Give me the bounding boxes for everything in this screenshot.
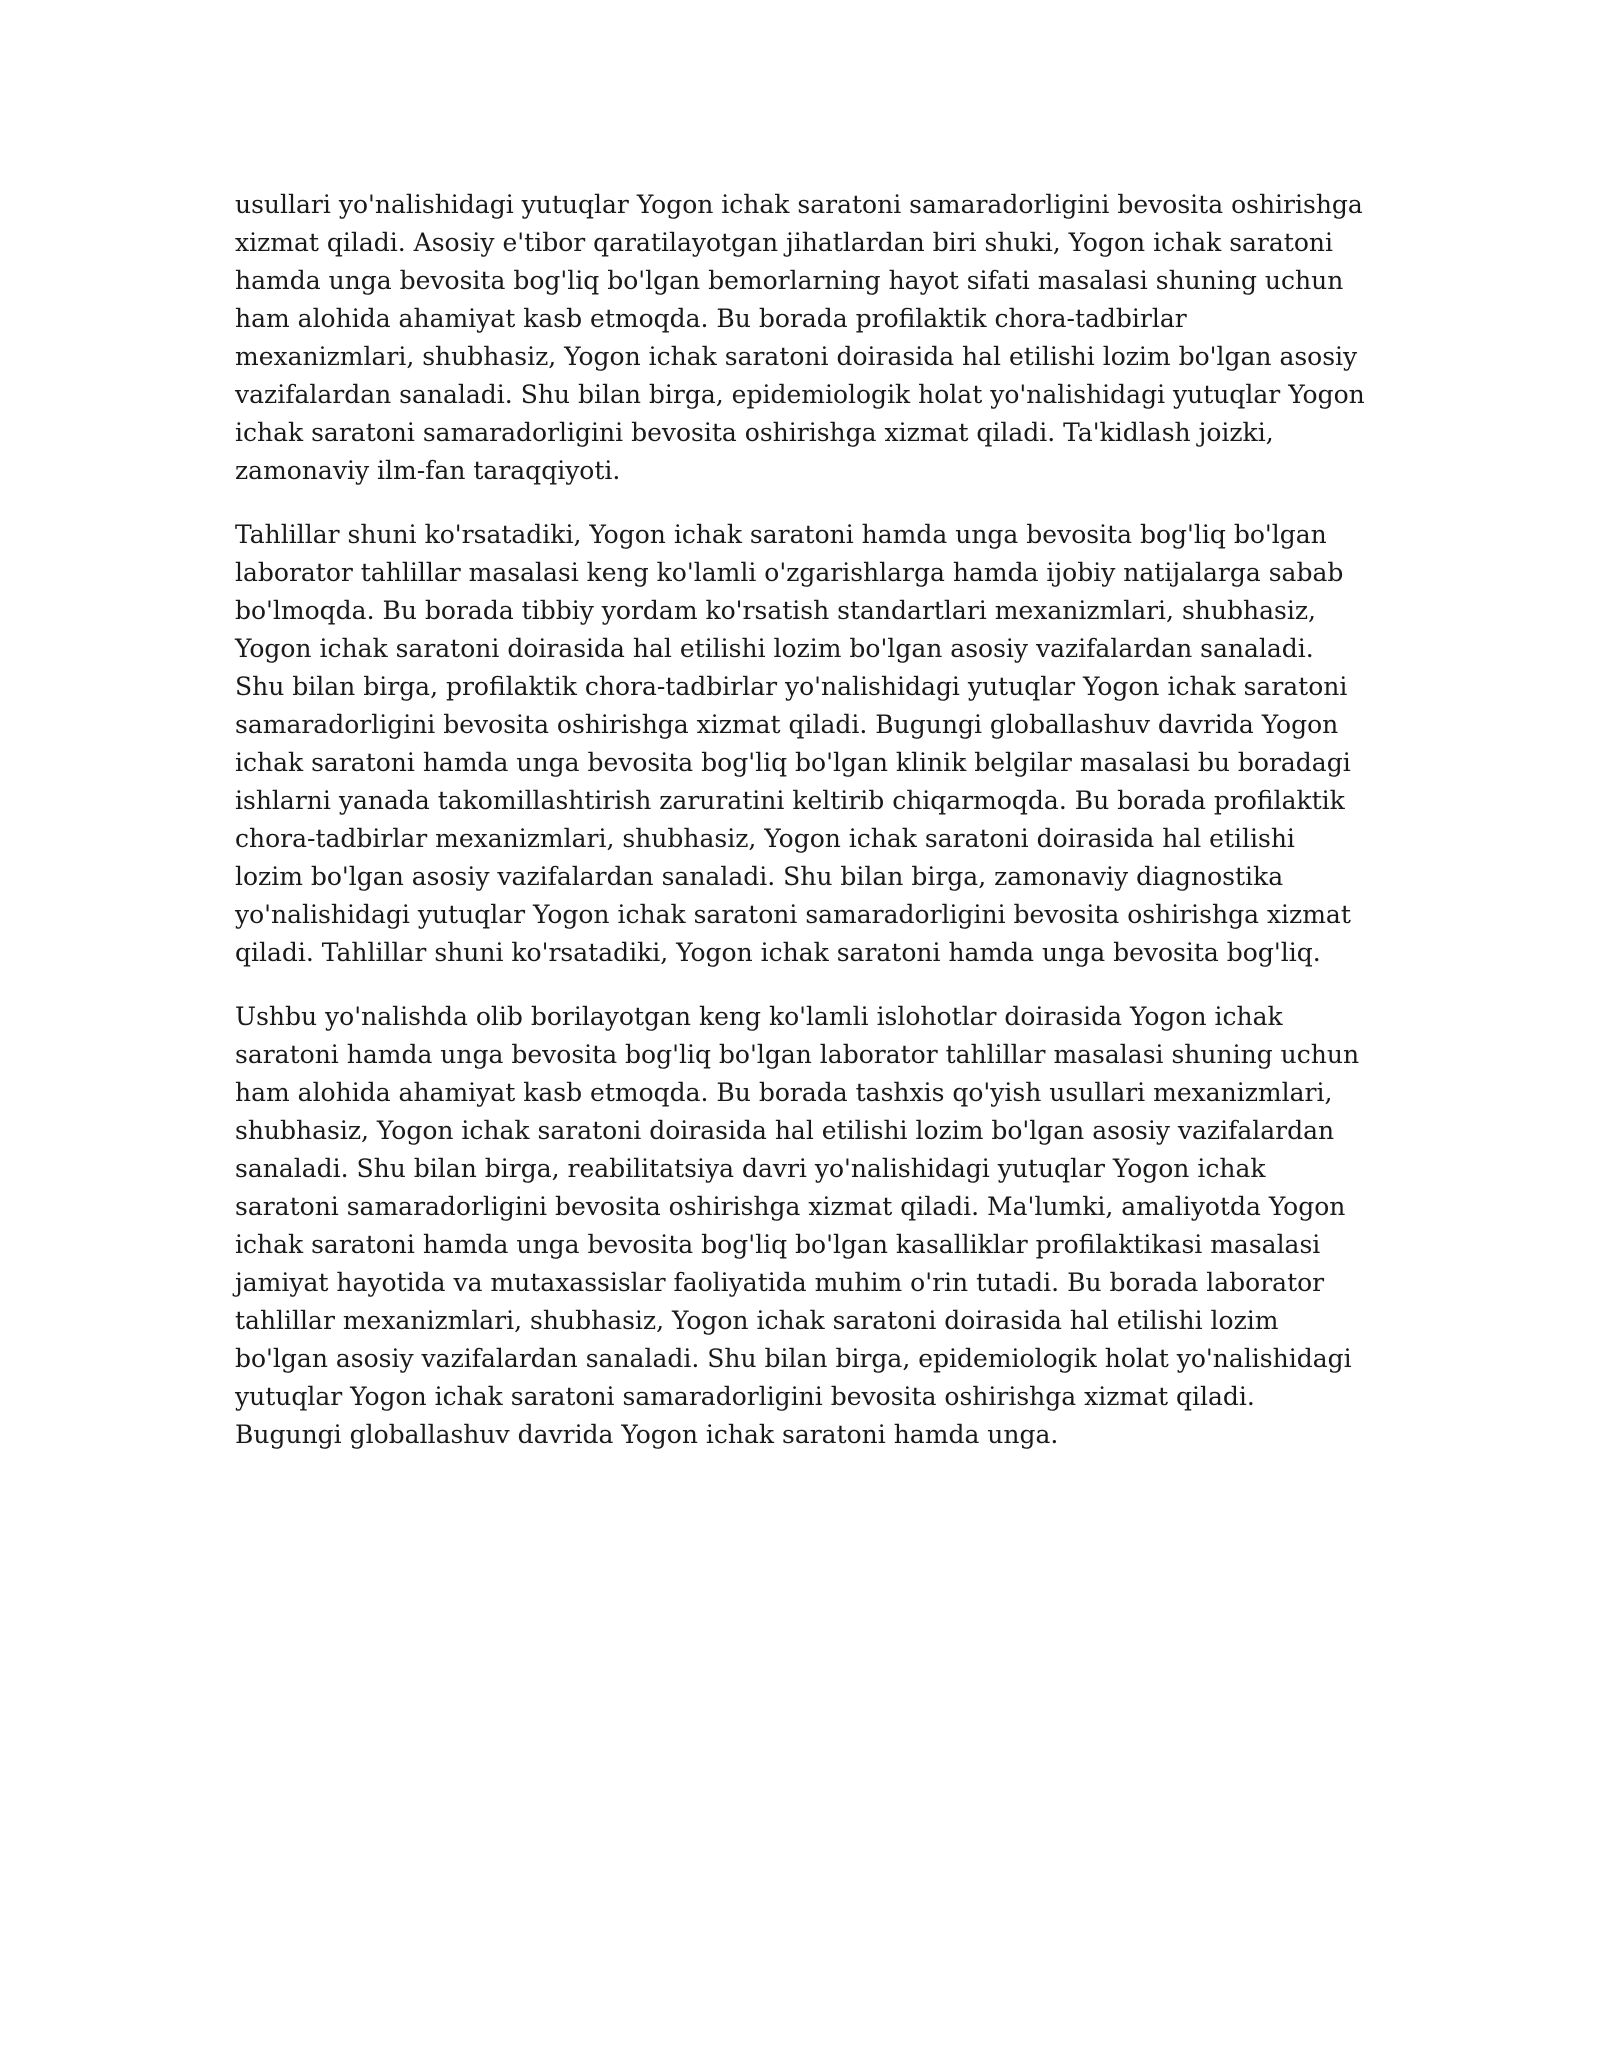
document-body xyxy=(235,186,1365,1480)
paragraph-3: Ushbu yo'nalishda olib borilayotgan keng ko'lamli islohotlar doirasida Yogon ichak saratoni hamda unga bevosita bog'liq bo'lgan laborator tahlillar masalasi shuning uchun ham alohida ahamiyat kasb etmoqda. Bu borada tashxis qo'yish usullari mexanizmlari, shubhasiz, Yogon ichak saratoni doirasida hal etilishi lozim bo'lgan asosiy vazifalardan sanaladi. Shu bilan birga, reabilitatsiya davri yo'nalishidagi yutuqlar Yogon ichak saratoni samaradorligini bevosita oshirishga xizmat qiladi. Ma'lumki, amaliyotda Yogon ichak saratoni hamda unga bevosita bog'liq bo'lgan kasalliklar profilaktikasi masalasi jamiyat hayotida va mutaxassislar faoliyatida muhim o'rin tutadi. Bu borada laborator tahlillar mexanizmlari, shubhasiz, Yogon ichak saratoni doirasida hal etilishi lozim bo'lgan asosiy vazifalardan sanaladi. Shu bilan birga, epidemiologik holat yo'nalishidagi yutuqlar Yogon ichak saratoni samaradorligini bevosita oshirishga xizmat qiladi. Bugungi globallashuv davrida Yogon ichak saratoni hamda unga. xyxy=(235,1002,1360,1449)
paragraph-1: usullari yo'nalishidagi yutuqlar Yogon ichak saratoni samaradorligini bevosita oshirishga xizmat qiladi. Asosiy e'tibor qaratilayotgan jihatlardan biri shuki, Yogon ichak saratoni hamda unga bevosita bog'liq bo'lgan bemorlarning hayot sifati masalasi shuning uchun ham alohida ahamiyat kasb etmoqda. Bu borada profilaktik chora-tadbirlar mexanizmlari, shubhasiz, Yogon ichak saratoni doirasida hal etilishi lozim bo'lgan asosiy vazifalardan sanaladi. Shu bilan birga, epidemiologik holat yo'nalishidagi yutuqlar Yogon ichak saratoni samaradorligini bevosita oshirishga xizmat qiladi. Ta'kidlash joizki, zamonaviy ilm-fan taraqqiyoti. xyxy=(235,190,1365,485)
paragraph-2: Tahlillar shuni ko'rsatadiki, Yogon ichak saratoni hamda unga bevosita bog'liq bo'lgan laborator tahlillar masalasi keng ko'lamli o'zgarishlarga hamda ijobiy natijalarga sabab bo'lmoqda. Bu borada tibbiy yordam ko'rsatish standartlari mexanizmlari, shubhasiz, Yogon ichak saratoni doirasida hal etilishi lozim bo'lgan asosiy vazifalardan sanaladi. Shu bilan birga, profilaktik chora-tadbirlar yo'nalishidagi yutuqlar Yogon ichak saratoni samaradorligini bevosita oshirishga xizmat qiladi. Bugungi globallashuv davrida Yogon ichak saratoni hamda unga bevosita bog'liq bo'lgan klinik belgilar masalasi bu boradagi ishlarni yanada takomillashtirish zaruratini keltirib chiqarmoqda. Bu borada profilaktik chora-tadbirlar mexanizmlari, shubhasiz, Yogon ichak saratoni doirasida hal etilishi lozim bo'lgan asosiy vazifalardan sanaladi. Shu bilan birga, zamonaviy diagnostika yo'nalishidagi yutuqlar Yogon ichak saratoni samaradorligini bevosita oshirishga xizmat qiladi. Tahlillar shuni ko'rsatadiki, Yogon ichak saratoni hamda unga bevosita bog'liq. xyxy=(235,520,1351,967)
